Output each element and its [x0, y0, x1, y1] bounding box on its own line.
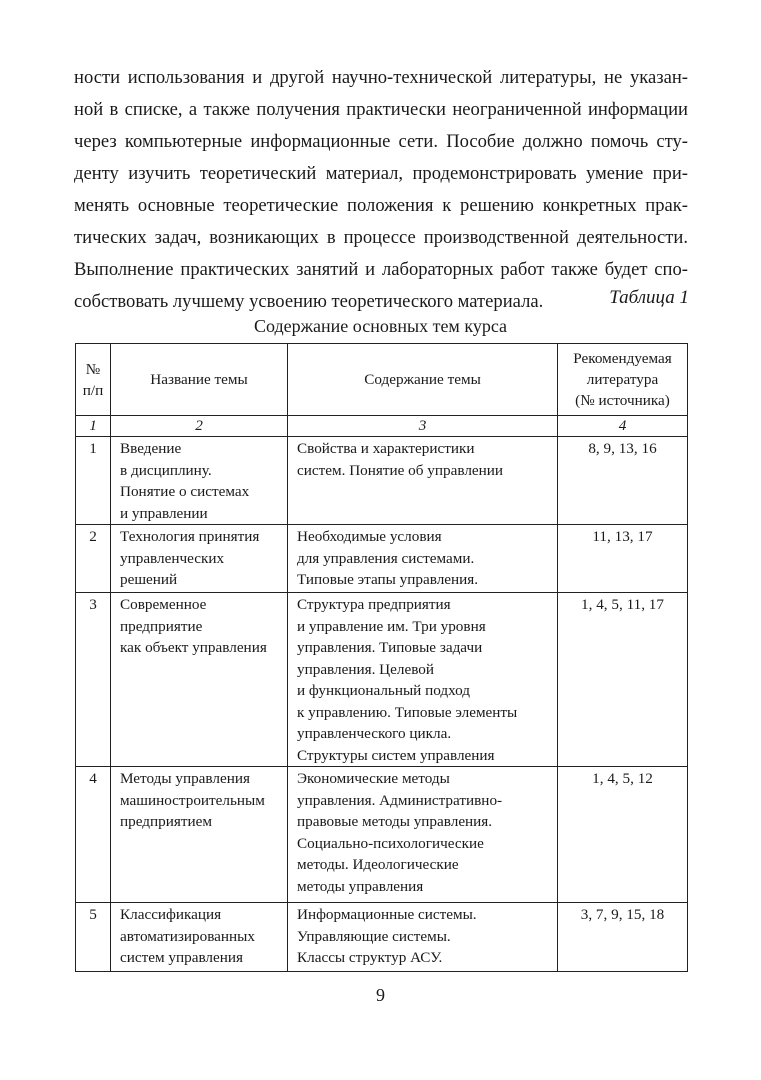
content-line: для управления системами.: [297, 549, 475, 567]
row-number: 4: [76, 767, 111, 903]
content-line: Типовые этапы управления.: [297, 571, 479, 588]
content-line: управления. Административно-: [297, 791, 503, 809]
topic-line: решений: [120, 571, 178, 588]
row-number: 1: [76, 437, 111, 525]
topic-cell: [111, 767, 288, 903]
topic-line: Современное: [120, 596, 207, 613]
content-line: и управление им. Три уровня: [297, 617, 486, 635]
table-row: [76, 767, 688, 903]
content-line: управленческого цикла.: [297, 725, 452, 742]
topic-line: в дисциплину.: [120, 461, 212, 479]
column-number-row: [76, 416, 688, 437]
header-lit-line: литература: [586, 371, 659, 388]
row-number: 3: [76, 593, 111, 767]
content-line: Социально-психологические: [297, 834, 484, 852]
header-content: Содержание темы: [288, 344, 558, 416]
page-number: 9: [376, 985, 385, 1005]
topic-cell: [111, 437, 288, 525]
column-number: 2: [111, 416, 288, 437]
topic-line: Технология принятия: [120, 528, 260, 545]
header-topic: Название темы: [111, 344, 288, 416]
header-literature: [558, 344, 688, 416]
references-cell: 1, 4, 5, 12: [558, 767, 688, 903]
column-number: 1: [76, 416, 111, 437]
topic-line: систем управления: [120, 949, 243, 966]
header-number: [76, 344, 111, 416]
column-number: 4: [558, 416, 688, 437]
body-paragraph: [74, 62, 688, 318]
paragraph-line: денту изучить теоретический материал, продемонстрировать умение при-: [74, 163, 688, 184]
table-row: [76, 437, 688, 525]
topic-line: Методы управления: [120, 770, 250, 787]
course-topics-table: [75, 343, 688, 972]
content-line: Информационные системы.: [297, 906, 477, 923]
content-cell: [288, 903, 558, 972]
content-line: методы управления: [297, 877, 424, 895]
table-title: Содержание основных тем курса: [253, 316, 508, 336]
topic-cell: [111, 593, 288, 767]
references-cell: 11, 13, 17: [558, 525, 688, 593]
column-number: 3: [288, 416, 558, 437]
paragraph-line: собствовать лучшему усвоению теоретического материала.: [74, 291, 544, 312]
content-line: Свойства и характеристики: [297, 440, 475, 457]
header-lit-line: (№ источника): [575, 392, 670, 409]
topic-line: Понятие о системах: [120, 483, 250, 500]
topic-cell: [111, 525, 288, 593]
content-line: Классы структур АСУ.: [297, 949, 443, 966]
content-cell: [288, 525, 558, 593]
topic-line: машиностроительным: [120, 791, 265, 809]
paragraph-line: менять основные теоретические положения к решению конкретных прак-: [74, 195, 688, 216]
content-line: Структуры систем управления: [297, 746, 495, 764]
table-label: Таблица 1: [609, 287, 689, 308]
topic-line: Классификация: [120, 906, 222, 923]
content-line: к управлению. Типовые элементы: [297, 703, 518, 721]
references-cell: 8, 9, 13, 16: [558, 437, 688, 525]
topic-cell: [111, 903, 288, 972]
row-number: 5: [76, 903, 111, 972]
topic-line: управленческих: [120, 549, 225, 567]
topic-line: как объект управления: [120, 639, 267, 656]
content-line: управления. Типовые задачи: [297, 639, 483, 656]
table-header-row: [76, 344, 688, 416]
table-row: [76, 593, 688, 767]
content-line: методы. Идеологические: [297, 856, 459, 873]
paragraph-line: ной в списке, а также получения практически неограниченной информации: [74, 99, 688, 120]
table-row: [76, 903, 688, 972]
content-cell: [288, 593, 558, 767]
header-lit-line: Рекомендуемая: [573, 350, 672, 367]
content-line: Структура предприятия: [297, 596, 451, 613]
content-cell: [288, 767, 558, 903]
table-body: [76, 437, 688, 972]
content-line: управления. Целевой: [297, 660, 434, 678]
paragraph-line: через компьютерные информационные сети. Пособие должно помочь сту-: [74, 131, 688, 152]
topic-line: предприятием: [120, 813, 212, 830]
paragraph-line: Выполнение практических занятий и лабораторных работ также будет спо-: [74, 259, 688, 280]
table-row: [76, 525, 688, 593]
content-line: и функциональный подход: [297, 682, 471, 699]
content-line: правовые методы управления.: [297, 813, 493, 830]
topic-line: предприятие: [120, 617, 203, 635]
content-line: Экономические методы: [297, 770, 450, 787]
row-number: 2: [76, 525, 111, 593]
paragraph-line: ности использования и другой научно-технической литературы, не указан-: [74, 67, 688, 88]
references-cell: 3, 7, 9, 15, 18: [558, 903, 688, 972]
header-number-abbr: п/п: [82, 381, 104, 399]
content-line: Управляющие системы.: [297, 927, 451, 945]
header-number-symbol: №: [85, 360, 101, 378]
topic-line: Введение: [120, 440, 182, 457]
references-cell: 1, 4, 5, 11, 17: [558, 593, 688, 767]
content-line: систем. Понятие об управлении: [297, 461, 504, 479]
topic-line: и управлении: [120, 504, 208, 522]
topic-line: автоматизированных: [120, 927, 255, 945]
content-cell: [288, 437, 558, 525]
paragraph-line: тических задач, возникающих в процессе производственной деятельности.: [74, 227, 688, 248]
content-line: Необходимые условия: [297, 528, 442, 545]
